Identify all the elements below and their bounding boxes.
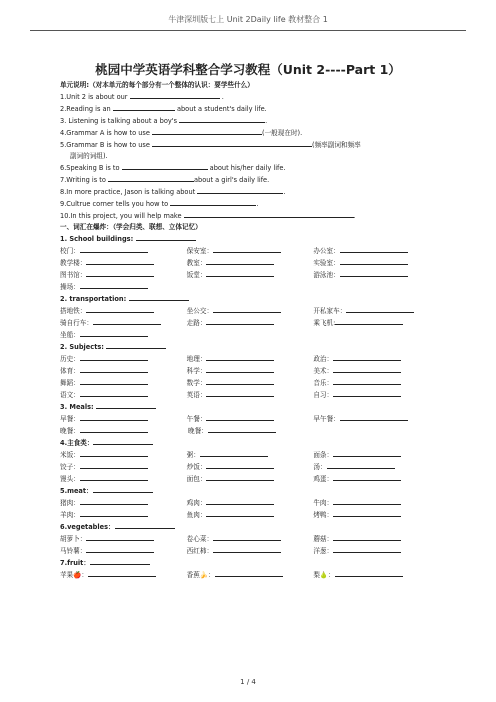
answer-blank[interactable] (80, 329, 148, 337)
vocab-row (60, 449, 440, 461)
vocab-cell (60, 533, 187, 545)
vocab-row (60, 497, 440, 509)
vocab-row (60, 389, 440, 401)
vocab-cell (313, 449, 440, 461)
vocab-cell (60, 269, 187, 281)
vocab-row (60, 245, 440, 257)
answer-blank[interactable] (80, 389, 148, 397)
answer-blank[interactable] (333, 353, 401, 361)
answer-blank[interactable] (108, 174, 194, 182)
vocab-cell (60, 353, 187, 365)
answer-blank[interactable] (206, 413, 274, 421)
vocab-cell (60, 509, 187, 521)
vocab-label: 乘飞机: (313, 319, 336, 327)
answer-blank[interactable] (93, 485, 153, 493)
vocab-cell (60, 425, 188, 437)
unit-item-text: about his/her daily life. (207, 164, 286, 172)
unit-item-text: 5.Grammar B is how to use (60, 141, 153, 149)
vocab-cell (187, 533, 314, 545)
vocab-label: 英语： (186, 391, 207, 399)
answer-blank[interactable] (213, 245, 281, 253)
unit-item (60, 115, 440, 127)
answer-blank[interactable] (213, 533, 281, 541)
answer-blank[interactable] (122, 162, 208, 170)
unit-item-text: . (256, 200, 259, 208)
vocab-cell (313, 569, 440, 581)
answer-blank[interactable] (215, 569, 283, 577)
answer-blank[interactable] (340, 413, 408, 421)
unit-item-text: 7.Writing is to (60, 176, 109, 184)
vocab-label: 音乐： (313, 379, 334, 387)
vocab-cell (313, 257, 440, 269)
unit-item-text: (频率副词和频率 (312, 141, 361, 149)
answer-blank[interactable] (333, 473, 401, 481)
vocab-label: 鸡蛋： (313, 475, 334, 483)
vocab-label: 晚餐： (60, 427, 80, 435)
vocab-label: 体育： (60, 367, 80, 375)
vocab-cell (313, 269, 440, 281)
unit-item (60, 127, 440, 139)
vocab-label: 图书馆： (60, 271, 87, 279)
unit-item (60, 210, 440, 222)
answer-blank[interactable] (206, 257, 274, 265)
vocab-label: 游泳池： (313, 271, 340, 279)
vocab-cell (187, 365, 314, 377)
unit-item-text: 副词的词组). (70, 152, 108, 160)
unit-item-text: 2.Reading is an (60, 105, 113, 113)
vocab-group-heading (60, 341, 440, 353)
vocab-group-heading (60, 401, 440, 413)
answer-blank[interactable] (206, 473, 274, 481)
answer-blank[interactable] (200, 449, 268, 457)
answer-blank[interactable] (333, 365, 401, 373)
unit-item (60, 91, 440, 103)
answer-blank[interactable] (206, 497, 274, 505)
vocab-label: 卷心菜： (186, 535, 214, 543)
vocab-cell (60, 413, 187, 425)
vocab-label: 饭堂： (186, 271, 207, 279)
answer-blank[interactable] (86, 269, 154, 277)
unit-item-text: 9.Cultrue corner tells you how to (60, 200, 171, 208)
vocab-row (60, 413, 440, 425)
vocab-group-heading (60, 293, 440, 305)
unit-item-text: (一般现在时). (262, 129, 303, 137)
answer-blank[interactable] (80, 461, 148, 469)
vocab-cell (187, 569, 314, 581)
vocab-cell (188, 425, 316, 437)
unit-item-text: 8.In more practice, Jason is talking about (60, 188, 198, 196)
vocab-group-heading (60, 437, 440, 449)
vocab-label: 米饭： (60, 451, 80, 459)
vocab-label: 搭地铁： (60, 307, 87, 315)
unit-item-text: 10.In this project, you will help make (60, 212, 184, 220)
vocab-cell (313, 413, 440, 425)
vocab-cell (313, 305, 440, 317)
answer-blank[interactable] (208, 425, 276, 433)
vocab-row (60, 317, 440, 329)
unit-item (60, 151, 440, 162)
answer-blank[interactable] (206, 353, 274, 361)
answer-blank[interactable] (340, 257, 408, 265)
vocab-cell (313, 353, 440, 365)
vocab-cell (60, 449, 187, 461)
unit-item-text: . (283, 188, 286, 196)
vocab-row (60, 569, 440, 581)
vocab-cell (313, 497, 440, 509)
vocab-cell (313, 389, 440, 401)
vocab-label: 走路： (186, 319, 207, 327)
page-number: 1 / 4 (240, 678, 256, 686)
unit-item (60, 174, 440, 186)
vocab-cell (60, 257, 187, 269)
answer-blank[interactable] (80, 377, 148, 385)
answer-blank[interactable] (206, 377, 274, 385)
vocab-label: 鸡肉： (186, 499, 207, 507)
unit-item (60, 139, 440, 151)
vocab-label: 实验室： (313, 259, 340, 267)
vocab-cell (60, 473, 187, 485)
answer-blank[interactable] (86, 533, 154, 541)
answer-blank[interactable] (206, 269, 274, 277)
vocab-label: 教室： (186, 259, 207, 267)
unit-item-text: 4.Grammar A is how to use (60, 129, 153, 137)
vocab-label: 洋葱： (313, 547, 334, 555)
vocab-cell (187, 509, 314, 521)
vocab-cell (187, 497, 314, 509)
unit-item-text: about a girl's daily life. (194, 176, 270, 184)
vocab-cell (60, 365, 187, 377)
answer-blank[interactable] (213, 305, 281, 313)
unit-item (60, 103, 440, 115)
answer-blank[interactable] (86, 545, 154, 553)
vocab-label: 科学： (186, 367, 207, 375)
vocab-label: 自习： (313, 391, 334, 399)
answer-blank[interactable] (136, 233, 196, 241)
vocab-label: 牛肉： (313, 499, 334, 507)
answer-blank[interactable] (206, 389, 274, 397)
vocab-label: 校门： (60, 247, 80, 255)
vocab-group-title: 2. Subjects: (60, 343, 107, 351)
vocab-cell (60, 545, 187, 557)
vocab-cell (60, 305, 187, 317)
vocab-cell (60, 317, 187, 329)
vocab-label: 猪肉： (60, 499, 80, 507)
answer-blank[interactable] (206, 461, 274, 469)
answer-blank[interactable] (93, 437, 153, 445)
vocab-cell (60, 281, 188, 293)
answer-blank[interactable] (80, 413, 148, 421)
vocab-label: 汤： (313, 463, 327, 471)
answer-blank[interactable] (80, 353, 148, 361)
vocab-group-title: 1. School buildings: (60, 235, 136, 243)
vocab-label: 粥： (186, 451, 200, 459)
answer-blank[interactable] (93, 317, 161, 325)
vocab-cell (313, 377, 440, 389)
answer-blank[interactable] (80, 365, 148, 373)
vocab-label: 羊肉： (60, 511, 80, 519)
vocab-label: 开私家车： (313, 307, 347, 315)
answer-blank[interactable] (130, 91, 220, 99)
vocab-group-heading (60, 485, 440, 497)
page-header: 牛津深圳版七上 Unit 2Daily life 教材整合 1 (168, 15, 328, 24)
vocab-row (60, 377, 440, 389)
vocab-cell (60, 329, 188, 341)
unit-items-list (60, 91, 440, 222)
answer-blank[interactable] (333, 449, 401, 457)
vocab-label: 面包： (186, 475, 207, 483)
vocab-row (60, 329, 440, 341)
vocab-row (60, 353, 440, 365)
vocab-label: 西红柿： (186, 547, 214, 555)
unit-item-text: . (219, 93, 224, 101)
unit-item (60, 198, 440, 210)
vocab-cell (187, 473, 314, 485)
vocab-cell (60, 497, 187, 509)
vocab-label: 办公室： (313, 247, 340, 255)
unit-description: 单元说明:（对本单元的每个部分有一个整体的认识：要学些什么） (60, 81, 254, 89)
answer-blank[interactable] (340, 245, 408, 253)
vocab-row (60, 281, 440, 293)
answer-blank[interactable] (106, 341, 166, 349)
answer-blank[interactable] (333, 545, 401, 553)
unit-item-text: 1.Unit 2 is about our (60, 93, 130, 101)
vocab-cell (187, 545, 314, 557)
document-body (60, 80, 440, 581)
answer-blank[interactable] (335, 569, 403, 577)
vocab-cell (187, 269, 314, 281)
vocab-group-title: 4.主食类： (60, 439, 94, 447)
header-divider (30, 30, 466, 31)
answer-blank[interactable] (80, 509, 148, 517)
vocab-row (60, 473, 440, 485)
vocab-row (60, 365, 440, 377)
vocab-cell (187, 317, 314, 329)
answer-blank[interactable] (206, 365, 274, 373)
answer-blank[interactable] (88, 569, 156, 577)
vocab-group-heading (60, 557, 440, 569)
vocab-row (60, 509, 440, 521)
vocab-cell (187, 389, 314, 401)
vocab-group-title: 5.meat： (60, 487, 93, 495)
vocab-label: 苹果🍎： (60, 571, 88, 579)
answer-blank[interactable] (129, 293, 189, 301)
vocab-cell (313, 245, 440, 257)
unit-item (60, 162, 440, 174)
answer-blank[interactable] (113, 103, 175, 111)
vocab-label: 坐船： (60, 331, 80, 339)
answer-blank[interactable] (152, 127, 262, 135)
answer-blank[interactable] (170, 198, 259, 208)
answer-blank[interactable] (333, 497, 401, 505)
vocab-cell (60, 569, 187, 581)
answer-blank[interactable] (80, 245, 148, 253)
vocab-row (60, 545, 440, 557)
vocab-label: 梨🍐： (313, 571, 335, 579)
unit-item-text: . (353, 212, 356, 220)
answer-blank[interactable] (80, 449, 148, 457)
vocab-cell (313, 317, 440, 329)
answer-blank[interactable] (80, 473, 148, 481)
vocab-row (60, 269, 440, 281)
vocab-label: 香蕉🍌： (186, 571, 215, 579)
vocab-cell (313, 461, 440, 473)
answer-blank[interactable] (206, 509, 274, 517)
vocab-label: 炒饭： (186, 463, 207, 471)
vocab-label: 骑自行车： (60, 319, 93, 327)
unit-item-text: about a student's daily life. (174, 105, 267, 113)
vocab-row (60, 533, 440, 545)
vocab-row (60, 305, 440, 317)
vocab-label: 烤鸭： (313, 511, 334, 519)
answer-blank[interactable] (333, 533, 401, 541)
unit-item-text: 6.Speaking B is to (60, 164, 122, 172)
vocab-cell (187, 353, 314, 365)
vocab-label: 早餐： (60, 415, 80, 423)
answer-blank[interactable] (333, 509, 401, 517)
answer-blank[interactable] (184, 210, 354, 218)
answer-blank[interactable] (206, 317, 274, 325)
answer-blank[interactable] (340, 269, 408, 277)
vocab-label: 地理： (186, 355, 207, 363)
vocab-cell (313, 473, 440, 485)
vocab-label: 舞蹈： (60, 379, 80, 387)
vocab-group-heading (60, 521, 440, 533)
vocab-row (60, 257, 440, 269)
vocab-cell (187, 305, 314, 317)
vocab-label: 蘑菇： (313, 535, 334, 543)
vocab-label: 保安室： (186, 247, 214, 255)
vocab-label: 馒头： (60, 475, 80, 483)
vocab-label: 早午餐： (313, 415, 340, 423)
answer-blank[interactable] (86, 305, 154, 313)
vocab-cell (313, 533, 440, 545)
vocab-label: 饺子： (60, 463, 80, 471)
vocab-row (60, 425, 440, 437)
answer-blank[interactable] (335, 317, 403, 325)
vocab-group-title: 7.fruit： (60, 559, 90, 567)
page-title: 桃园中学英语学科整合学习教程（Unit 2----Part 1） (95, 62, 401, 77)
vocab-group-title: 6.vegetables： (60, 523, 115, 531)
answer-blank[interactable] (80, 425, 148, 433)
vocab-label: 马铃薯： (60, 547, 87, 555)
answer-blank[interactable] (179, 115, 268, 125)
vocab-label: 晚餐： (188, 427, 208, 435)
vocab-cell (187, 257, 314, 269)
answer-blank[interactable] (86, 257, 154, 265)
vocab-group-title: 3. Meals: (60, 403, 96, 411)
vocab-label: 历史： (60, 355, 80, 363)
vocab-label: 鱼肉： (186, 511, 207, 519)
answer-blank[interactable] (90, 557, 150, 565)
vocab-cell (187, 413, 314, 425)
unit-item-text: . (265, 117, 268, 125)
answer-blank[interactable] (213, 545, 281, 553)
vocab-cell (60, 377, 187, 389)
vocab-cell (60, 245, 187, 257)
answer-blank[interactable] (80, 281, 148, 289)
vocab-label: 午餐： (186, 415, 207, 423)
answer-blank[interactable] (346, 305, 414, 313)
vocab-label: 美术： (313, 367, 334, 375)
answer-blank[interactable] (152, 139, 312, 147)
vocab-groups (60, 233, 440, 581)
answer-blank[interactable] (80, 497, 148, 505)
answer-blank[interactable] (115, 521, 175, 529)
answer-blank[interactable] (96, 401, 156, 409)
vocab-cell (187, 377, 314, 389)
vocab-label: 面条： (313, 451, 334, 459)
vocab-cell (60, 461, 187, 473)
vocab-cell (60, 389, 187, 401)
vocab-cell (187, 245, 314, 257)
answer-blank[interactable] (327, 461, 395, 469)
vocab-group-title: 2. transportation: (60, 295, 129, 303)
vocab-label: 语文： (60, 391, 80, 399)
vocab-label: 数学： (186, 379, 207, 387)
vocab-row (60, 461, 440, 473)
vocab-cell (313, 365, 440, 377)
vocab-label: 坐公交： (186, 307, 214, 315)
answer-blank[interactable] (333, 389, 401, 397)
vocab-label: 教学楼： (60, 259, 87, 267)
answer-blank[interactable] (333, 377, 401, 385)
unit-item (60, 186, 440, 198)
vocab-label: 操场： (60, 283, 80, 291)
answer-blank[interactable] (197, 186, 286, 196)
unit-item-text: 3. Listening is talking about a boy's (60, 117, 180, 125)
vocab-cell (313, 545, 440, 557)
vocab-section-heading: 一、词汇在爆炸：（学会归类、联想、立体记忆） (60, 223, 202, 231)
vocab-cell (187, 449, 314, 461)
vocab-cell (313, 509, 440, 521)
vocab-cell (187, 461, 314, 473)
vocab-label: 政治： (313, 355, 334, 363)
vocab-label: 胡萝卜： (60, 535, 87, 543)
vocab-group-heading (60, 233, 440, 245)
